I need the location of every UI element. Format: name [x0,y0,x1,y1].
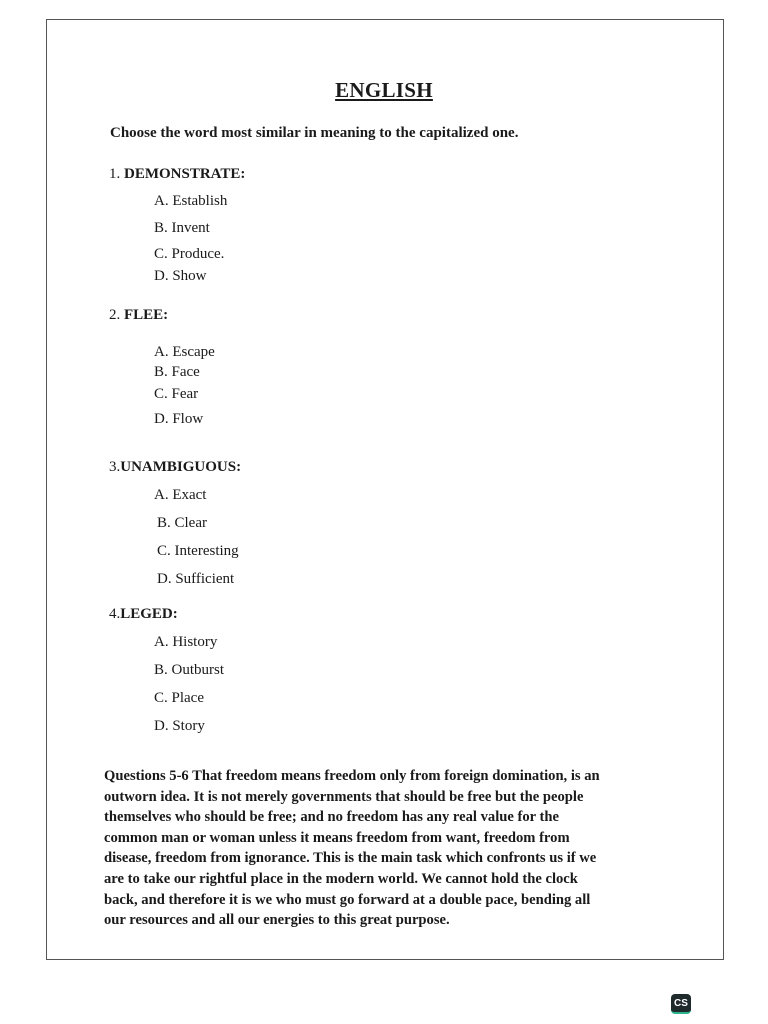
question-3 [109,459,241,476]
passage-line: outworn idea. It is not merely governments that should be free but the people [104,788,584,805]
option-1d: D. Show [154,268,207,284]
option-2c: C. Fear [154,386,199,402]
question-word: DEMONSTRATE: [124,166,246,182]
option-3d: D. Sufficient [157,571,235,587]
passage-line: disease, freedom from ignorance. This is the main task which confronts us if we [104,850,597,867]
question-2 [109,307,168,324]
passage-line: our resources and all our energies to this great purpose. [104,912,450,929]
passage-line: are to take our rightful place in the modern world. We cannot hold the clock [104,870,578,887]
option-3b: B. Clear [157,515,207,531]
option-2d: D. Flow [154,411,204,427]
question-4 [109,606,178,623]
passage-line: back, and therefore it is we who must go forward at a double pace, bending all [104,891,591,908]
option-1a: A. Establish [154,193,228,209]
page-title: ENGLISH [335,78,433,102]
passage-line: common man or woman unless it means freedom from want, freedom from [104,829,570,846]
option-3c: C. Interesting [157,543,239,559]
option-1c: C. Produce. [154,246,225,262]
camscanner-logo-icon: CS [671,994,691,1014]
question-word: FLEE: [124,307,169,323]
instruction-text: Choose the word most similar in meaning to the capitalized one. [110,125,519,141]
option-4a: A. History [154,634,218,650]
option-4c: C. Place [154,690,204,706]
option-3a: A. Exact [154,487,207,503]
option-2b: B. Face [154,364,200,380]
passage-line: Questions 5-6 That freedom means freedom only from foreign domination, is an [104,768,600,784]
option-1b: B. Invent [154,220,210,236]
passage-line: themselves who should be free; and no freedom has any real value for the [104,809,559,826]
option-4d: D. Story [154,718,205,734]
question-word: UNAMBIGUOUS: [120,459,242,475]
question-word: LEGED: [120,606,178,622]
option-2a: A. Escape [154,344,215,360]
option-4b: B. Outburst [154,662,225,678]
question-1 [109,166,245,183]
question-number: 4. [109,606,121,622]
question-number: 2. [109,307,121,323]
question-number: 1. [109,166,121,182]
reading-passage [104,766,704,931]
question-number: 3. [109,459,121,475]
